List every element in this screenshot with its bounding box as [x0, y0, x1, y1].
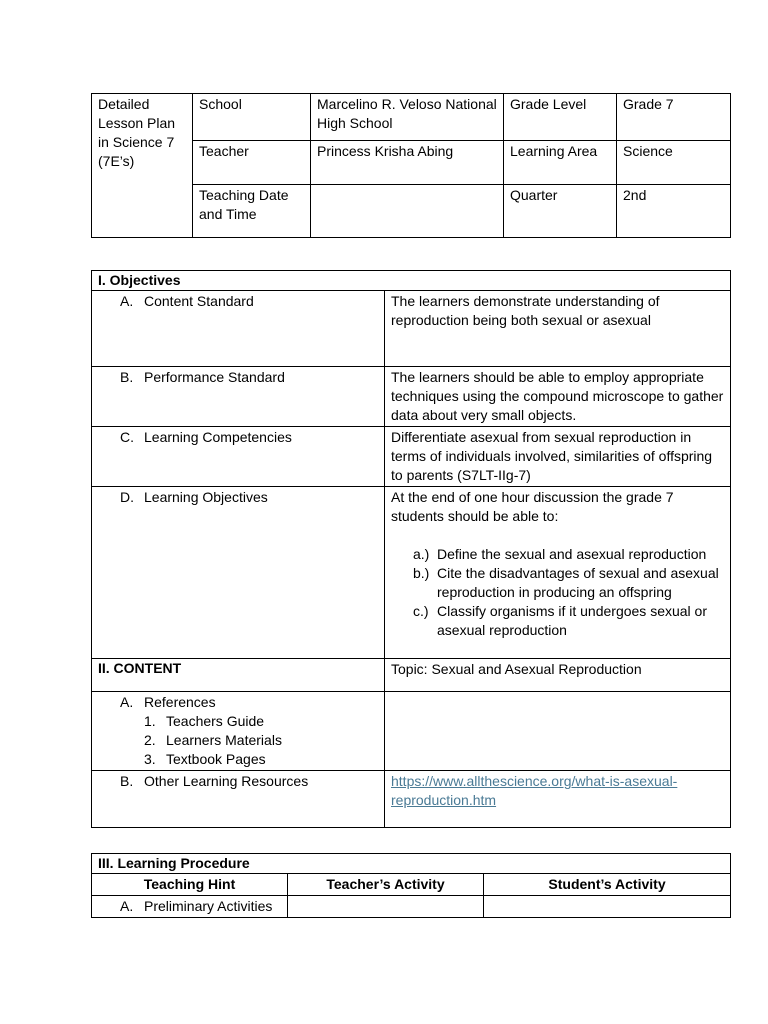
list-item: 1. Teachers Guide	[144, 713, 265, 729]
learning-objectives-intro: At the end of one hour discussion the grade 7 students should be able to:	[391, 489, 674, 524]
other-resources-label: B. Other Learning Resources	[92, 771, 385, 828]
area-value: Science	[617, 141, 731, 185]
column-header-teaching-hint: Teaching Hint	[92, 874, 288, 896]
content-standard-label: A. Content Standard	[92, 291, 385, 367]
school-label: School	[193, 94, 311, 141]
learning-competencies-value: Differentiate asexual from sexual reproduction in terms of individuals involved, similarities of offspring to parents (S7LT-IIg-7)	[385, 427, 731, 487]
content-topic: Topic: Sexual and Asexual Reproduction	[385, 659, 731, 692]
preliminary-teacher-cell	[288, 896, 484, 918]
list-item: c.) Classify organisms if it undergoes sexual or asexual reproduction	[413, 603, 708, 638]
procedure-title: III. Learning Procedure	[92, 854, 731, 874]
learning-objectives-label: D. Learning Objectives	[92, 487, 385, 659]
objectives-title: I. Objectives	[92, 271, 731, 291]
list-item: b.) Cite the disadvantages of sexual and asexual reproduction in producing an offspring	[413, 565, 719, 600]
other-resources-value	[385, 771, 731, 828]
references-label: A. References	[120, 694, 216, 710]
area-label: Learning Area	[504, 141, 617, 185]
objectives-content-table	[91, 270, 731, 828]
list-item: 2. Learners Materials	[144, 732, 282, 748]
procedure-table	[91, 853, 731, 918]
table-row-preliminary: A. Preliminary Activities	[92, 896, 288, 918]
content-standard-value: The learners demonstrate understanding of reproduction being both sexual or asexual	[385, 291, 731, 367]
grade-value: Grade 7	[617, 94, 731, 141]
learning-competencies-label: C. Learning Competencies	[92, 427, 385, 487]
teacher-value: Princess Krisha Abing	[311, 141, 504, 185]
quarter-value: 2nd	[617, 185, 731, 238]
column-header-student-activity: Student’s Activity	[484, 874, 731, 896]
date-value	[311, 185, 504, 238]
learning-objectives-value	[385, 487, 731, 659]
content-title: II. CONTENT	[92, 659, 385, 692]
teacher-label: Teacher	[193, 141, 311, 185]
grade-label: Grade Level	[504, 94, 617, 141]
references-value	[385, 692, 731, 771]
list-item: a.) Define the sexual and asexual reproduction	[413, 546, 707, 562]
column-header-teacher-activity: Teacher’s Activity	[288, 874, 484, 896]
date-label: Teaching Date and Time	[193, 185, 311, 238]
plan-title: Detailed Lesson Plan in Science 7 (7E’s)	[92, 94, 193, 238]
lesson-header-table	[91, 93, 731, 238]
list-item: 3. Textbook Pages	[144, 751, 266, 767]
performance-standard-value: The learners should be able to employ appropriate techniques using the compound microscope to gather data about very small objects.	[385, 367, 731, 427]
performance-standard-label: B. Performance Standard	[92, 367, 385, 427]
resource-link[interactable]: https://www.allthescience.org/what-is-asexual- reproduction.htm	[391, 773, 678, 808]
references-cell	[92, 692, 385, 771]
preliminary-student-cell	[484, 896, 731, 918]
school-value: Marcelino R. Veloso National High School	[311, 94, 504, 141]
quarter-label: Quarter	[504, 185, 617, 238]
